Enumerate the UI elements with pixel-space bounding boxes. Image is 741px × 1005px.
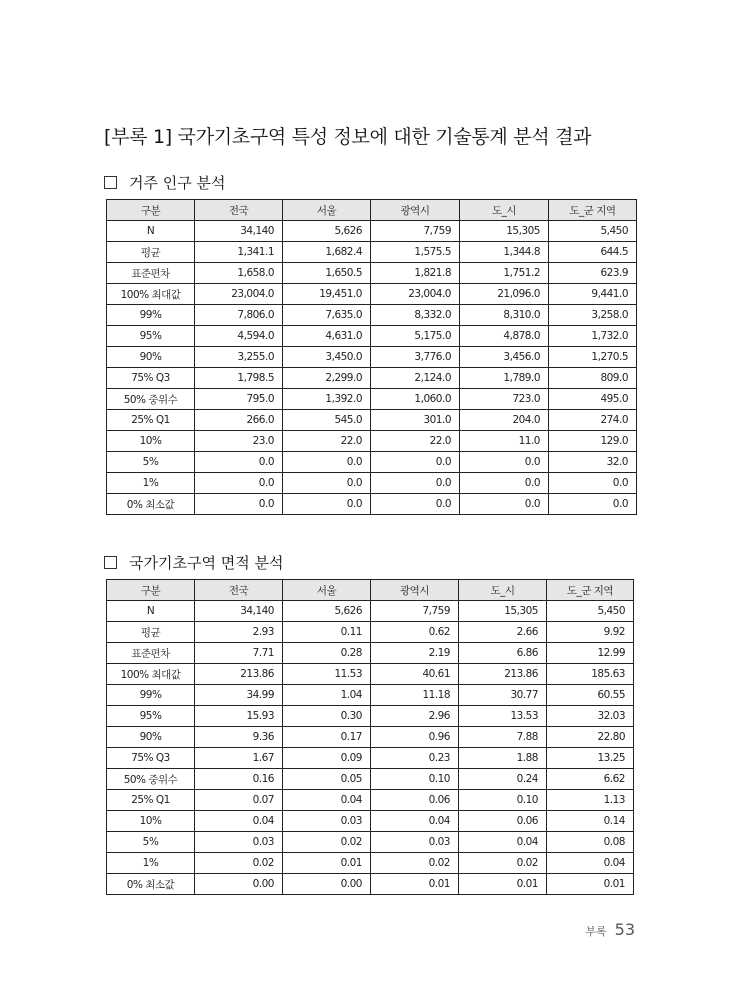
section-heading-area [104,552,283,573]
data-cell: 15,305 [459,601,547,622]
data-cell: 0.01 [371,874,459,895]
data-cell: 1.67 [195,748,283,769]
data-cell: 3,255.0 [195,347,283,368]
table-row [107,769,634,790]
row-label-cell: 100% 최대값 [107,664,195,685]
data-cell: 23.0 [195,431,283,452]
data-cell: 0.06 [371,790,459,811]
data-cell: 0.04 [195,811,283,832]
data-cell: 9,441.0 [549,284,637,305]
column-header: 구분 [107,580,195,601]
data-cell: 1,789.0 [460,368,549,389]
data-cell: 0.0 [283,494,371,515]
data-cell: 809.0 [549,368,637,389]
row-label-cell: 75% Q3 [107,368,195,389]
data-cell: 545.0 [283,410,371,431]
row-label-cell: 95% [107,706,195,727]
data-cell: 34,140 [195,221,283,242]
data-cell: 4,631.0 [283,326,371,347]
data-cell: 8,332.0 [371,305,460,326]
data-cell: 0.11 [283,622,371,643]
data-cell: 5,175.0 [371,326,460,347]
data-cell: 1,658.0 [195,263,283,284]
table-row [107,242,637,263]
data-cell: 40.61 [371,664,459,685]
data-cell: 2.93 [195,622,283,643]
data-cell: 13.25 [547,748,634,769]
data-cell: 0.03 [195,832,283,853]
data-cell: 4,594.0 [195,326,283,347]
data-cell: 23,004.0 [371,284,460,305]
data-cell: 213.86 [195,664,283,685]
table-row [107,874,634,895]
column-header: 구분 [107,200,195,221]
data-cell: 0.0 [460,452,549,473]
data-cell: 1,060.0 [371,389,460,410]
data-cell: 19,451.0 [283,284,371,305]
data-cell: 11.53 [283,664,371,685]
data-cell: 9.36 [195,727,283,748]
area-stats-table [106,579,634,895]
column-header: 전국 [195,200,283,221]
table-row [107,643,634,664]
data-cell: 1,341.1 [195,242,283,263]
table-header-row [107,200,637,221]
table-row [107,305,637,326]
data-cell: 5,450 [549,221,637,242]
row-label-cell: 95% [107,326,195,347]
data-cell: 795.0 [195,389,283,410]
table-row [107,790,634,811]
row-label-cell: 평균 [107,242,195,263]
data-cell: 1,682.4 [283,242,371,263]
data-cell: 1,575.5 [371,242,460,263]
data-cell: 0.0 [371,473,460,494]
row-label-cell: 0% 최소값 [107,874,195,895]
data-cell: 0.03 [371,832,459,853]
table-row [107,601,634,622]
data-cell: 34,140 [195,601,283,622]
column-header: 도_군 지역 [549,200,637,221]
data-cell: 7,635.0 [283,305,371,326]
column-header: 서울 [283,580,371,601]
data-cell: 0.0 [460,473,549,494]
data-cell: 0.0 [549,494,637,515]
data-cell: 301.0 [371,410,460,431]
data-cell: 21,096.0 [460,284,549,305]
data-cell: 13.53 [459,706,547,727]
row-label-cell: N [107,221,195,242]
data-cell: 0.08 [547,832,634,853]
data-cell: 4,878.0 [460,326,549,347]
data-cell: 0.23 [371,748,459,769]
data-cell: 204.0 [460,410,549,431]
data-cell: 644.5 [549,242,637,263]
table-row [107,706,634,727]
row-label-cell: 5% [107,832,195,853]
data-cell: 495.0 [549,389,637,410]
population-stats-table [106,199,637,515]
page-footer [585,920,635,939]
column-header: 도_시 [459,580,547,601]
table-row [107,431,637,452]
data-cell: 0.02 [195,853,283,874]
data-cell: 1,344.8 [460,242,549,263]
data-cell: 0.0 [371,494,460,515]
column-header: 전국 [195,580,283,601]
data-cell: 129.0 [549,431,637,452]
data-cell: 0.04 [459,832,547,853]
data-cell: 266.0 [195,410,283,431]
data-cell: 7,759 [371,221,460,242]
table-row [107,410,637,431]
data-cell: 2,299.0 [283,368,371,389]
column-header: 광역시 [371,200,460,221]
data-cell: 2.19 [371,643,459,664]
data-cell: 1,751.2 [460,263,549,284]
data-cell: 32.0 [549,452,637,473]
data-cell: 11.0 [460,431,549,452]
column-header: 서울 [283,200,371,221]
data-cell: 623.9 [549,263,637,284]
data-cell: 0.05 [283,769,371,790]
data-cell: 2,124.0 [371,368,460,389]
table-row [107,748,634,769]
data-cell: 274.0 [549,410,637,431]
data-cell: 0.01 [283,853,371,874]
data-cell: 1.13 [547,790,634,811]
row-label-cell: 1% [107,473,195,494]
data-cell: 0.28 [283,643,371,664]
row-label-cell: 10% [107,811,195,832]
data-cell: 0.09 [283,748,371,769]
data-cell: 0.16 [195,769,283,790]
data-cell: 0.00 [195,874,283,895]
row-label-cell: 99% [107,685,195,706]
data-cell: 0.0 [549,473,637,494]
data-cell: 22.0 [283,431,371,452]
data-cell: 0.0 [195,473,283,494]
data-cell: 0.24 [459,769,547,790]
data-cell: 0.04 [547,853,634,874]
table-row [107,664,634,685]
data-cell: 0.0 [283,452,371,473]
data-cell: 3,258.0 [549,305,637,326]
data-cell: 0.01 [547,874,634,895]
row-label-cell: 90% [107,347,195,368]
data-cell: 213.86 [459,664,547,685]
data-cell: 60.55 [547,685,634,706]
section-heading-text: 거주 인구 분석 [129,174,226,192]
row-label-cell: 90% [107,727,195,748]
data-cell: 23,004.0 [195,284,283,305]
data-cell: 1,650.5 [283,263,371,284]
data-cell: 9.92 [547,622,634,643]
table-row [107,853,634,874]
data-cell: 2.96 [371,706,459,727]
row-label-cell: 5% [107,452,195,473]
data-cell: 1,798.5 [195,368,283,389]
data-cell: 1,270.5 [549,347,637,368]
data-cell: 0.02 [283,832,371,853]
data-cell: 0.14 [547,811,634,832]
data-cell: 1,732.0 [549,326,637,347]
data-cell: 0.07 [195,790,283,811]
data-cell: 0.30 [283,706,371,727]
data-cell: 1,392.0 [283,389,371,410]
table-row [107,811,634,832]
data-cell: 34.99 [195,685,283,706]
section-heading-population [104,172,225,193]
row-label-cell: 25% Q1 [107,790,195,811]
table-header-row [107,580,634,601]
table-row [107,221,637,242]
table-row [107,389,637,410]
row-label-cell: 표준편차 [107,643,195,664]
data-cell: 0.0 [371,452,460,473]
data-cell: 0.10 [459,790,547,811]
data-cell: 0.0 [195,494,283,515]
data-cell: 3,776.0 [371,347,460,368]
data-cell: 8,310.0 [460,305,549,326]
data-cell: 5,626 [283,601,371,622]
row-label-cell: 표준편차 [107,263,195,284]
data-cell: 0.02 [459,853,547,874]
data-cell: 3,450.0 [283,347,371,368]
data-cell: 7,806.0 [195,305,283,326]
data-cell: 30.77 [459,685,547,706]
data-cell: 0.0 [460,494,549,515]
table-row [107,263,637,284]
table-row [107,368,637,389]
data-cell: 2.66 [459,622,547,643]
data-cell: 1.04 [283,685,371,706]
data-cell: 6.62 [547,769,634,790]
row-label-cell: N [107,601,195,622]
data-cell: 22.0 [371,431,460,452]
data-cell: 7.88 [459,727,547,748]
page-number: 53 [614,920,635,939]
data-cell: 0.0 [283,473,371,494]
row-label-cell: 25% Q1 [107,410,195,431]
data-cell: 0.04 [371,811,459,832]
data-cell: 0.03 [283,811,371,832]
data-cell: 0.62 [371,622,459,643]
data-cell: 22.80 [547,727,634,748]
data-cell: 185.63 [547,664,634,685]
data-cell: 0.04 [283,790,371,811]
data-cell: 0.17 [283,727,371,748]
data-cell: 3,456.0 [460,347,549,368]
data-cell: 0.96 [371,727,459,748]
column-header: 도_군 지역 [547,580,634,601]
row-label-cell: 10% [107,431,195,452]
data-cell: 12.99 [547,643,634,664]
table-row [107,347,637,368]
table-row [107,832,634,853]
data-cell: 0.00 [283,874,371,895]
data-cell: 32.03 [547,706,634,727]
row-label-cell: 1% [107,853,195,874]
table-row [107,685,634,706]
data-cell: 11.18 [371,685,459,706]
table-row [107,473,637,494]
data-cell: 1.88 [459,748,547,769]
row-label-cell: 99% [107,305,195,326]
data-cell: 5,450 [547,601,634,622]
data-cell: 0.01 [459,874,547,895]
row-label-cell: 50% 중위수 [107,389,195,410]
data-cell: 7,759 [371,601,459,622]
table-row [107,494,637,515]
section-heading-text: 국가기초구역 면적 분석 [129,554,284,572]
data-cell: 0.10 [371,769,459,790]
table-row [107,622,634,643]
data-cell: 0.0 [195,452,283,473]
table-row [107,284,637,305]
table-row [107,326,637,347]
checkbox-square-icon [104,556,117,569]
row-label-cell: 100% 최대값 [107,284,195,305]
footer-label: 부록 [585,925,607,938]
data-cell: 0.06 [459,811,547,832]
data-cell: 15.93 [195,706,283,727]
row-label-cell: 50% 중위수 [107,769,195,790]
page-title: [부록 1] 국가기초구역 특성 정보에 대한 기술통계 분석 결과 [104,126,592,148]
data-cell: 723.0 [460,389,549,410]
checkbox-square-icon [104,176,117,189]
column-header: 도_시 [460,200,549,221]
row-label-cell: 75% Q3 [107,748,195,769]
data-cell: 5,626 [283,221,371,242]
column-header: 광역시 [371,580,459,601]
row-label-cell: 0% 최소값 [107,494,195,515]
data-cell: 0.02 [371,853,459,874]
data-cell: 1,821.8 [371,263,460,284]
table-row [107,727,634,748]
data-cell: 7.71 [195,643,283,664]
data-cell: 15,305 [460,221,549,242]
data-cell: 6.86 [459,643,547,664]
row-label-cell: 평균 [107,622,195,643]
table-row [107,452,637,473]
